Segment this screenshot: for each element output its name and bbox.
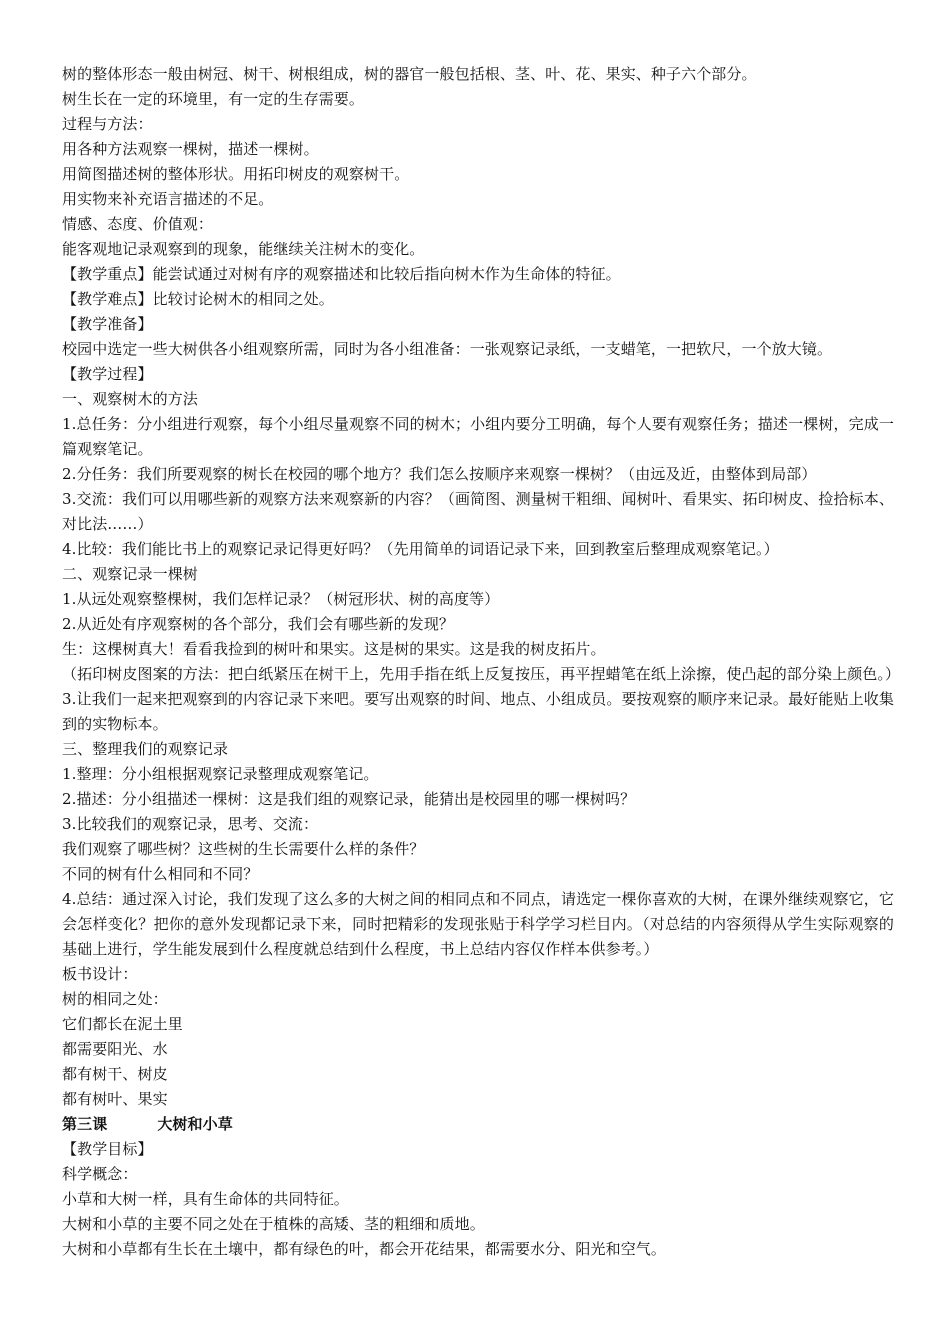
- paragraph-line: 用实物来补充语言描述的不足。: [62, 190, 274, 208]
- paragraph-line: （拓印树皮图案的方法：把白纸紧压在树干上，先用手指在纸上反复按压，再平捏蜡笔在纸上涂擦，使凸起的部分染上颜色。）: [62, 665, 901, 683]
- section-heading: 【教学准备】: [62, 315, 153, 333]
- paragraph-line: 都有树干、树皮: [62, 1065, 168, 1083]
- paragraph-line: 树的整体形态一般由树冠、树干、树根组成，树的器官一般包括根、茎、叶、花、果实、种子六个部分。: [62, 65, 757, 83]
- section-heading: 科学概念：: [62, 1165, 138, 1183]
- section-heading: 【教学过程】: [62, 365, 153, 383]
- paragraph-line: 树生长在一定的环境里，有一定的生存需要。: [62, 90, 365, 108]
- subsection-heading: 二、观察记录一棵树: [62, 565, 198, 583]
- paragraph-line: 生：这棵树真大！看看我捡到的树叶和果实。这是树的果实。这是我的树皮拓片。: [62, 640, 606, 658]
- paragraph-line: 用各种方法观察一棵树，描述一棵树。: [62, 140, 319, 158]
- lesson-name: 大树和小草: [157, 1115, 233, 1133]
- section-heading: 情感、态度、价值观：: [62, 215, 214, 233]
- paragraph-line: 大树和小草都有生长在土壤中，都有绿色的叶，都会开花结果，都需要水分、阳光和空气。: [62, 1240, 667, 1258]
- subsection-heading: 三、整理我们的观察记录: [62, 740, 229, 758]
- teaching-focus: 【教学重点】能尝试通过对树有序的观察描述和比较后指向树木作为生命体的特征。: [62, 265, 621, 283]
- paragraph-line: 都需要阳光、水: [62, 1040, 168, 1058]
- paragraph-line: 校园中选定一些大树供各小组观察所需，同时为各小组准备：一张观察记录纸，一支蜡笔，一把软尺，一个放大镜。: [62, 340, 833, 358]
- paragraph-line: 1.总任务：分小组进行观察，每个小组尽量观察不同的树木；小组内要分工明确，每个人要有观察任务；描述一棵树，完成一篇观察笔记。: [62, 415, 894, 458]
- section-heading: 板书设计：: [62, 965, 138, 983]
- paragraph-line: 它们都长在泥土里: [62, 1015, 183, 1033]
- paragraph-line: 3.比较我们的观察记录，思考、交流：: [62, 815, 319, 833]
- paragraph-line: 3.让我们一起来把观察到的内容记录下来吧。要写出观察的时间、地点、小组成员。要按观察的顺序来记录。最好能贴上收集到的实物标本。: [62, 690, 894, 733]
- paragraph-line: 4.比较：我们能比书上的观察记录记得更好吗？（先用简单的词语记录下来，回到教室后整理成观察笔记。）: [62, 540, 779, 558]
- paragraph-line: 3.交流：我们可以用哪些新的观察方法来观察新的内容？（画简图、测量树干粗细、闻树叶、看果实、拓印树皮、捡拾标本、对比法……）: [62, 490, 894, 533]
- lesson-title: [62, 1112, 894, 1137]
- document-page: [62, 62, 901, 1262]
- paragraph-line: 1.从远处观察整棵树，我们怎样记录？（树冠形状、树的高度等）: [62, 590, 500, 608]
- paragraph-line: 能客观地记录观察到的现象，能继续关注树木的变化。: [62, 240, 425, 258]
- paragraph-line: 大树和小草的主要不同之处在于植株的高矮、茎的粗细和质地。: [62, 1215, 485, 1233]
- subsection-heading: 一、观察树木的方法: [62, 390, 198, 408]
- paragraph-line: 都有树叶、果实: [62, 1090, 168, 1108]
- lesson-number: 第三课: [62, 1115, 108, 1133]
- paragraph-line: 2.从近处有序观察树的各个部分，我们会有哪些新的发现？: [62, 615, 455, 633]
- paragraph-line: 用简图描述树的整体形状。用拓印树皮的观察树干。: [62, 165, 410, 183]
- section-heading: 【教学目标】: [62, 1140, 153, 1158]
- paragraph-line: 不同的树有什么相同和不同？: [62, 865, 259, 883]
- paragraph-line: 2.分任务：我们所要观察的树长在校园的哪个地方？我们怎么按顺序来观察一棵树？（由远及近，由整体到局部）: [62, 465, 817, 483]
- section-heading: 过程与方法：: [62, 115, 153, 133]
- paragraph-line: 1.整理：分小组根据观察记录整理成观察笔记。: [62, 765, 379, 783]
- paragraph-line: 小草和大树一样，具有生命体的共同特征。: [62, 1190, 349, 1208]
- paragraph-line: 我们观察了哪些树？这些树的生长需要什么样的条件？: [62, 840, 425, 858]
- paragraph-line: 4.总结：通过深入讨论，我们发现了这么多的大树之间的相同点和不同点，请选定一棵你喜欢的大树，在课外继续观察它，它会怎样变化？把你的意外发现都记录下来，同时把精彩的发现张贴于科学学习栏目内。（对总结的内容须得从学生实际观察的基础上进行，学生能发展到什么程度就总结到什么程度，书上总结内容仅作样本供参考。）: [62, 890, 894, 958]
- paragraph-line: 树的相同之处：: [62, 990, 168, 1008]
- document-body: [62, 62, 901, 1262]
- teaching-difficulty: 【教学难点】比较讨论树木的相同之处。: [62, 290, 334, 308]
- paragraph-line: 2.描述：分小组描述一棵树：这是我们组的观察记录，能猜出是校园里的哪一棵树吗？: [62, 790, 636, 808]
